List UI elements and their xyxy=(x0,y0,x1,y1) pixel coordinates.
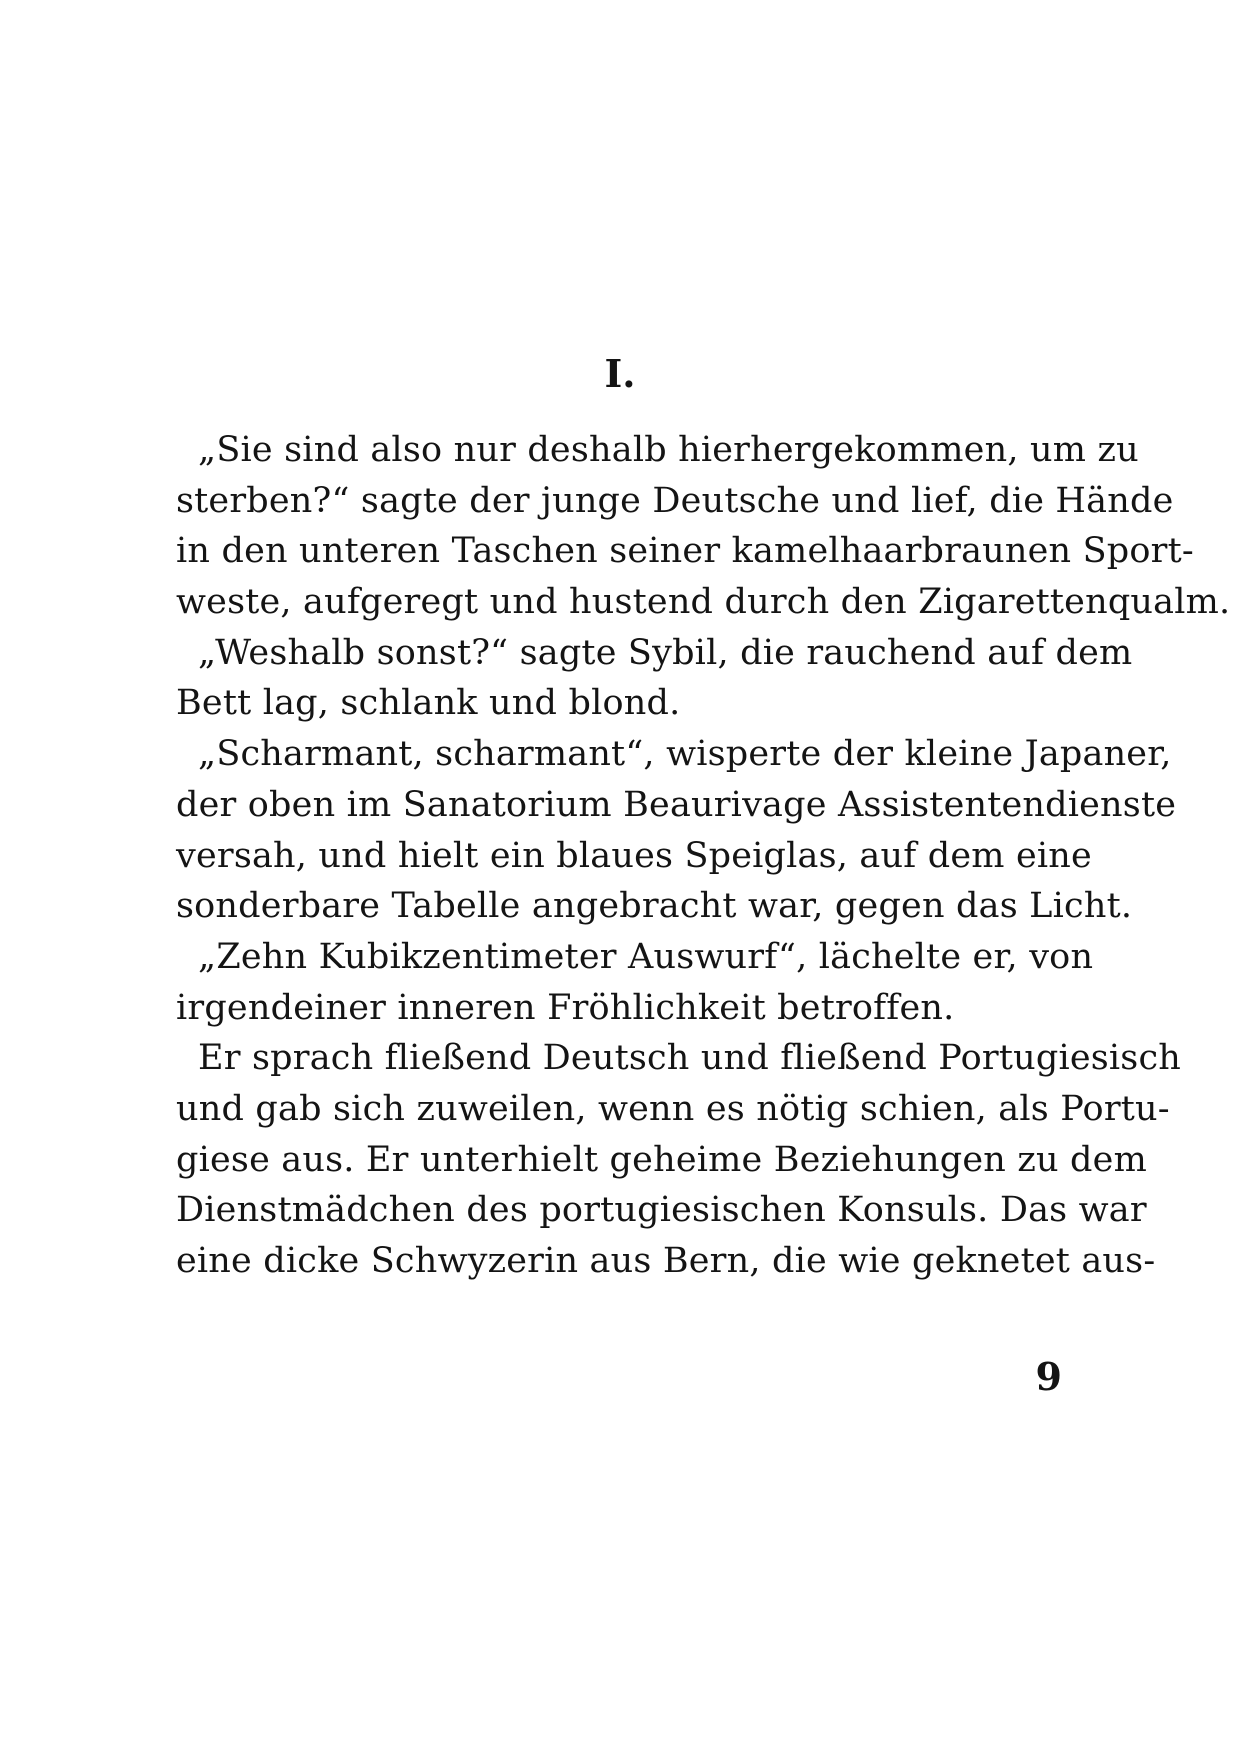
text-line: eine dicke Schwyzerin aus Bern, die wie geknetet aus- xyxy=(176,1241,1156,1281)
text-line: und gab sich zuweilen, wenn es nötig schien, als Portu- xyxy=(176,1088,1170,1129)
text-line: giese aus. Er unterhielt geheime Beziehungen zu dem xyxy=(176,1139,1147,1180)
text-line: der oben im Sanatorium Beaurivage Assistentendienste xyxy=(176,784,1177,825)
text-line: „Sie sind also nur deshalb hierhergekommen, um zu xyxy=(198,430,1139,470)
text-line: Dienstmädchen des portugiesischen Konsuls. Das war xyxy=(176,1190,1147,1231)
text-line: sterben?“ sagte der junge Deutsche und lief, die Hände xyxy=(176,480,1174,521)
text-line: in den unteren Taschen seiner kamelhaarbraunen Sport- xyxy=(176,531,1194,572)
text-line: irgendeiner inneren Fröhlichkeit betroffen. xyxy=(176,987,955,1028)
text-line: „Scharmant, scharmant“, wisperte der kleine Japaner, xyxy=(198,734,1172,775)
text-line: „Zehn Kubikzentimeter Auswurf“, lächelte er, von xyxy=(198,936,1094,977)
text-line: Bett lag, schlank und blond. xyxy=(176,683,681,724)
text-line: Er sprach fließend Deutsch und fließend Portugiesisch xyxy=(198,1038,1182,1079)
text-line: versah, und hielt ein blaues Speiglas, auf dem eine xyxy=(176,835,1092,876)
text-line: „Weshalb sonst?“ sagte Sybil, die rauchend auf dem xyxy=(198,632,1133,673)
body-text xyxy=(176,425,1231,1287)
page-number: 9 xyxy=(1035,1354,1062,1399)
chapter-heading: I. xyxy=(604,351,636,396)
text-line: sonderbare Tabelle angebracht war, gegen das Licht. xyxy=(176,886,1133,927)
text-line: weste, aufgeregt und hustend durch den Zigarettenqualm. xyxy=(176,582,1231,623)
